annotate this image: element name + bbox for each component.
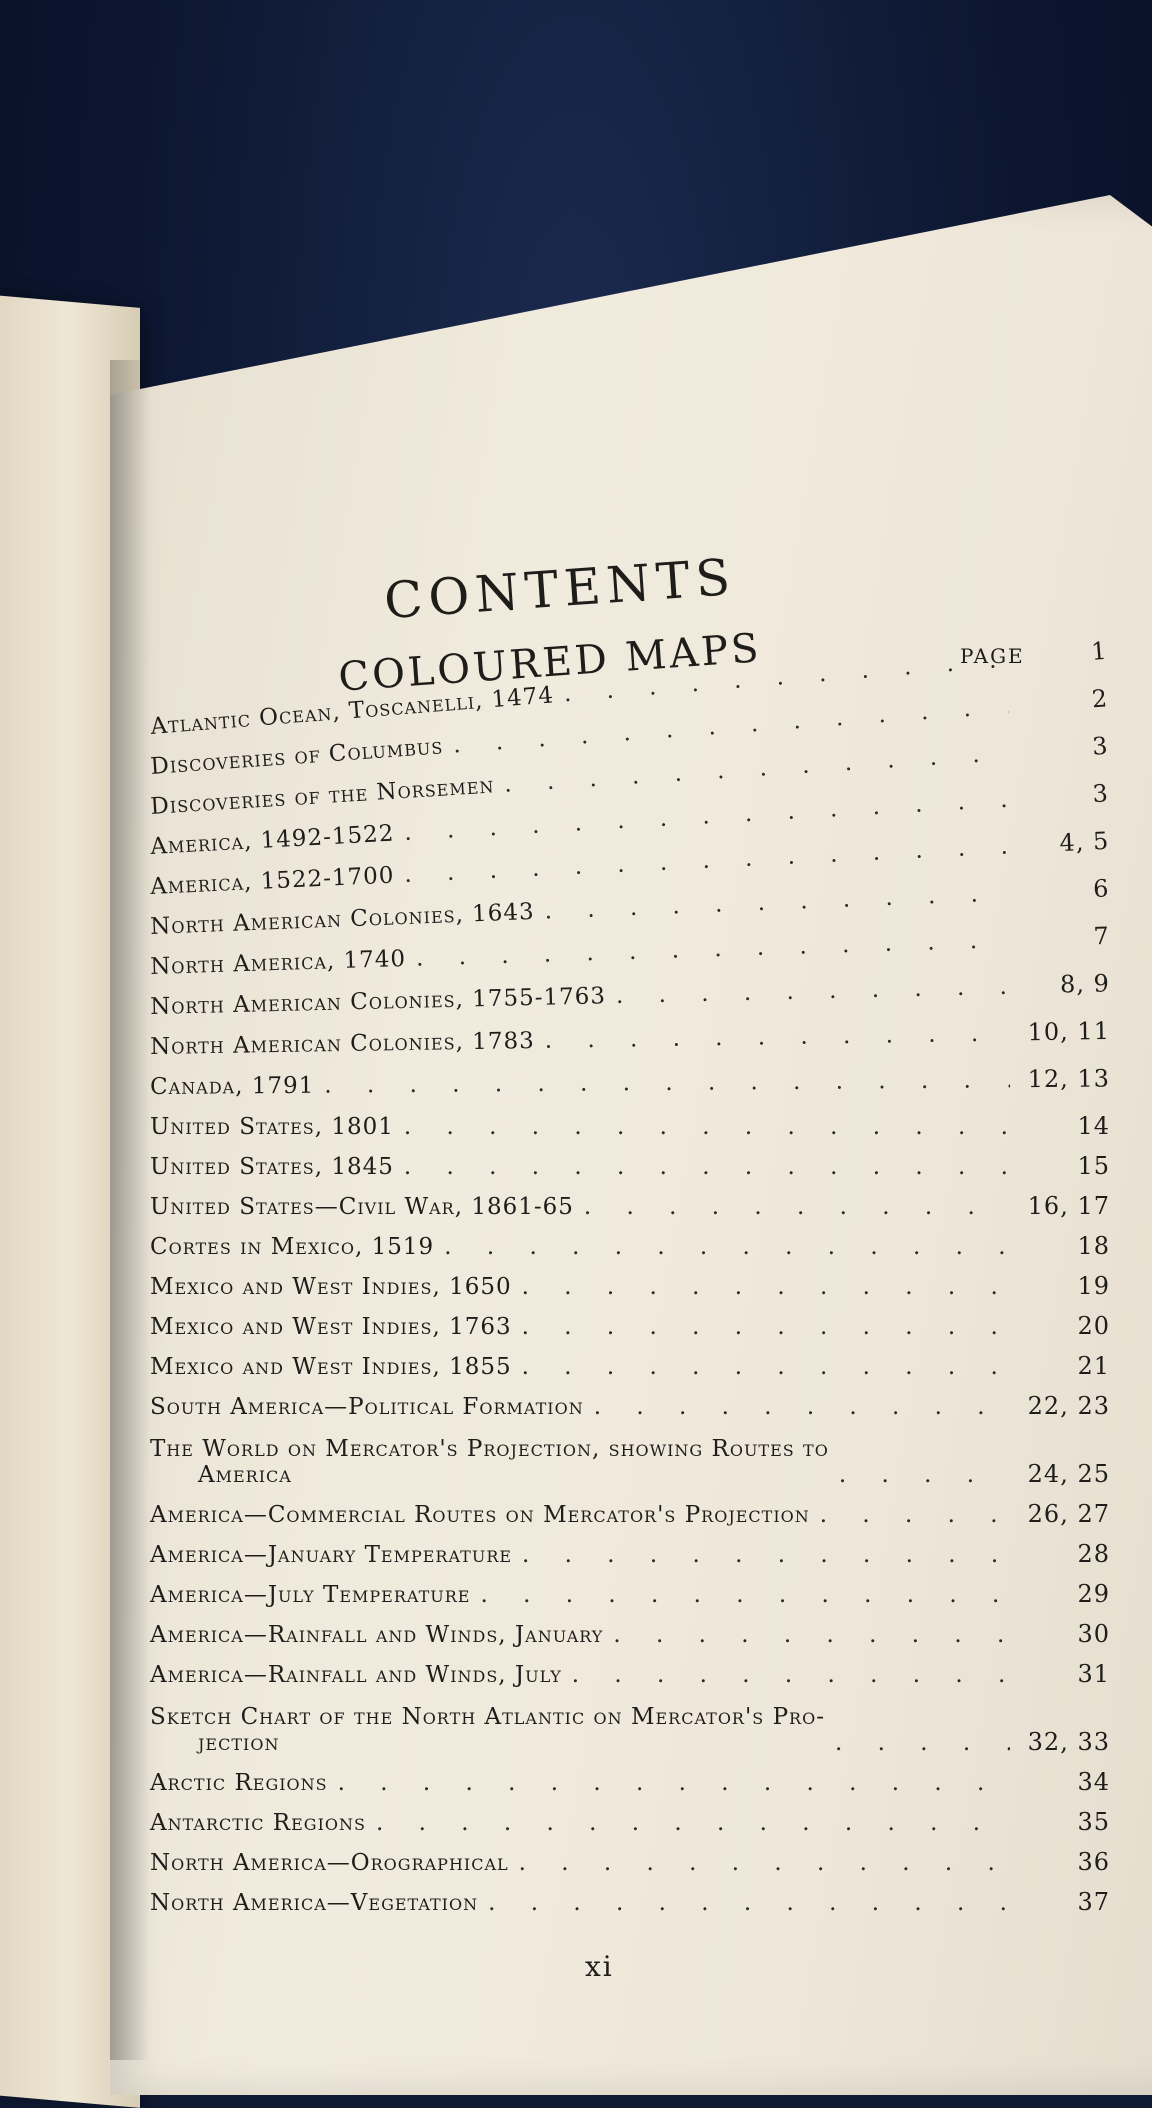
toc-entry-title <box>150 1114 394 1140</box>
toc-entry-page: 15 <box>1077 1152 1110 1180</box>
toc-entry-page: 24, 25 <box>1027 1460 1110 1488</box>
toc-entry-page: 6 <box>1092 874 1111 903</box>
toc-entry <box>150 1380 1110 1420</box>
dot-leader <box>444 1234 1010 1260</box>
toc-entry-title-line: America—Rainfall and Winds, January <box>150 1622 604 1648</box>
toc-entry-page: 19 <box>1077 1272 1110 1300</box>
toc-entry-title-line: Arctic Regions <box>150 1770 328 1796</box>
toc-entry-title <box>150 1234 434 1260</box>
toc-entry-title-line: North American Colonies, 1755-1763 <box>149 983 607 1020</box>
toc-entry-page: 30 <box>1077 1620 1110 1648</box>
dot-leader <box>488 1890 1010 1916</box>
toc-entry-title <box>150 1073 314 1100</box>
toc-entry-title <box>150 1582 470 1608</box>
toc-entry-title <box>150 1028 535 1060</box>
toc-entry-page: 21 <box>1077 1352 1110 1380</box>
dot-leader <box>324 1067 1010 1098</box>
toc-entry-title-line: America, 1522-1700 <box>149 862 395 900</box>
toc-entry-title-line: America, 1492-1522 <box>149 820 396 860</box>
toc-entry-page: 32, 33 <box>1027 1728 1110 1756</box>
toc-entry-title <box>150 1542 512 1568</box>
toc-entry-title <box>150 1354 512 1380</box>
toc-entry-title-line: United States—Civil War, 1861-65 <box>150 1194 574 1220</box>
toc-entry-page: 3 <box>1091 779 1110 809</box>
dot-leader <box>616 974 1011 1009</box>
toc-entry-title-continuation: America <box>198 1462 292 1488</box>
toc-entry-page: 14 <box>1077 1112 1110 1140</box>
toc-entry <box>150 1688 1110 1756</box>
contents-heading: CONTENTS <box>382 547 738 631</box>
toc-entry-title-line: North American Colonies, 1783 <box>149 1027 535 1060</box>
toc-entry-page: 1 <box>1090 636 1109 666</box>
dot-leader <box>572 1662 1010 1688</box>
toc-entry <box>150 1300 1110 1340</box>
dot-leader <box>480 1582 1010 1608</box>
page-folio: xi <box>585 1950 614 1983</box>
toc-entry-title-line: United States, 1801 <box>150 1114 394 1140</box>
toc-entry-title <box>150 1314 512 1340</box>
toc-entry <box>150 1528 1110 1568</box>
toc-entry-page: 31 <box>1077 1660 1110 1688</box>
toc-entry <box>150 1260 1110 1300</box>
toc-entry-title-line: Canada, 1791 <box>149 1072 315 1100</box>
toc-entry-title <box>150 1436 829 1488</box>
toc-entry-page: 2 <box>1090 684 1110 714</box>
toc-entry <box>150 1180 1110 1220</box>
toc-entry-title <box>150 1274 512 1300</box>
toc-entry <box>150 1140 1110 1180</box>
toc-entry-title-line: America—Rainfall and Winds, July <box>150 1662 562 1688</box>
toc-entry-page: 10, 11 <box>1027 1016 1111 1047</box>
section-heading: COLOURED MAPS <box>337 625 763 701</box>
toc-entry-page: 34 <box>1077 1768 1110 1796</box>
toc-entry-title-line: North America—Vegetation <box>150 1890 479 1916</box>
toc-entry-page: 18 <box>1077 1232 1110 1260</box>
toc-entry-title-line: Mexico and West Indies, 1763 <box>150 1314 512 1340</box>
toc-entry-title <box>150 1662 562 1688</box>
toc-entry-title <box>150 1622 603 1648</box>
toc-entry-page: 8, 9 <box>1059 969 1111 999</box>
toc-entry-title <box>150 1394 584 1420</box>
dot-leader <box>835 1730 1010 1756</box>
dot-leader <box>545 1020 1011 1053</box>
toc-entry-title-line: The World on Mercator's Projection, showing Routes to <box>150 1436 829 1462</box>
toc-entry <box>150 1836 1110 1876</box>
toc-entry-title-line: America—Commercial Routes on Mercator's Projection <box>150 1502 810 1528</box>
dot-leader <box>522 1542 1010 1568</box>
toc-entry-title-line: North American Colonies, 1643 <box>149 898 536 940</box>
toc-entry-title-continuation: jection <box>198 1730 280 1756</box>
toc-entry <box>150 1756 1110 1796</box>
toc-entry <box>150 1052 1110 1100</box>
dot-leader <box>522 1354 1010 1380</box>
toc-entry-title-line: Discoveries of the Norsemen <box>149 772 496 820</box>
toc-entry <box>150 1420 1110 1488</box>
toc-entry-title-line: Mexico and West Indies, 1855 <box>150 1354 512 1380</box>
toc-entry <box>150 1488 1110 1528</box>
toc-entry-title-line: North America, 1740 <box>149 945 407 980</box>
dot-leader <box>839 1462 1010 1488</box>
toc-entry-title-line: Antarctic Regions <box>150 1810 366 1836</box>
toc-entry-title <box>150 1154 394 1180</box>
toc-entry-title-line: Atlantic Ocean, Toscanelli, 1474 <box>149 682 555 740</box>
toc-entry-title-line: Mexico and West Indies, 1650 <box>150 1274 512 1300</box>
toc-entry-page: 12, 13 <box>1027 1064 1111 1094</box>
toc-entry <box>150 1876 1110 1916</box>
toc-entry <box>150 1340 1110 1380</box>
dot-leader <box>338 1770 1010 1796</box>
toc-entry-title-line: United States, 1845 <box>150 1154 394 1180</box>
toc-entry-page: 29 <box>1077 1580 1110 1608</box>
toc-entry-page: 20 <box>1077 1312 1110 1340</box>
toc-entry-page: 4, 5 <box>1058 826 1110 858</box>
toc-entry-page: 35 <box>1077 1808 1110 1836</box>
dot-leader <box>376 1810 1010 1836</box>
toc-entry <box>150 1100 1110 1140</box>
toc-entry-title <box>150 1502 810 1528</box>
dot-leader <box>404 1154 1010 1180</box>
toc-entry-page: 37 <box>1077 1888 1110 1916</box>
toc-entry-page: 28 <box>1077 1540 1110 1568</box>
toc-entry-title <box>150 1770 328 1796</box>
dot-leader <box>522 1314 1010 1340</box>
toc-entry-title-line: Discoveries of Columbus <box>149 733 445 780</box>
toc-entry-title <box>150 1194 574 1220</box>
toc-entry <box>150 1608 1110 1648</box>
toc-entry-page: 36 <box>1077 1848 1110 1876</box>
toc-entry-page: 26, 27 <box>1027 1500 1110 1528</box>
toc-entry-page: 16, 17 <box>1027 1192 1110 1220</box>
toc-entry-page: 22, 23 <box>1027 1392 1110 1420</box>
toc-entry-page: 3 <box>1091 731 1110 761</box>
toc-entry <box>150 1568 1110 1608</box>
toc-entry <box>150 1220 1110 1260</box>
page-column-heading: PAGE <box>960 644 1025 668</box>
toc-entry-title-line: Cortes in Mexico, 1519 <box>150 1234 435 1260</box>
toc-entry-title-line: Sketch Chart of the North Atlantic on Mercator's Pro- <box>150 1704 825 1730</box>
dot-leader <box>522 1274 1010 1300</box>
dot-leader <box>404 1114 1010 1140</box>
toc-entry-title-line: America—July Temperature <box>150 1582 471 1608</box>
dot-leader <box>519 1850 1010 1876</box>
toc-entry-title <box>150 1850 509 1876</box>
toc-entry <box>150 1648 1110 1688</box>
toc-entry-title-line: America—January Temperature <box>150 1542 513 1568</box>
dot-leader <box>820 1502 1010 1528</box>
contents-page-text <box>149 547 1111 2020</box>
dot-leader <box>584 1194 1010 1220</box>
dot-leader <box>594 1394 1010 1420</box>
toc-entry-title-line: South America—Political Formation <box>150 1394 584 1420</box>
toc-entry-title <box>150 1704 825 1756</box>
toc-entry-title <box>150 1810 366 1836</box>
dot-leader <box>613 1622 1010 1648</box>
toc-entry-page: 7 <box>1093 921 1111 951</box>
toc-entry <box>150 1796 1110 1836</box>
toc-entry-title <box>150 1890 478 1916</box>
toc-entry-title-line: North America—Orographical <box>150 1850 509 1876</box>
